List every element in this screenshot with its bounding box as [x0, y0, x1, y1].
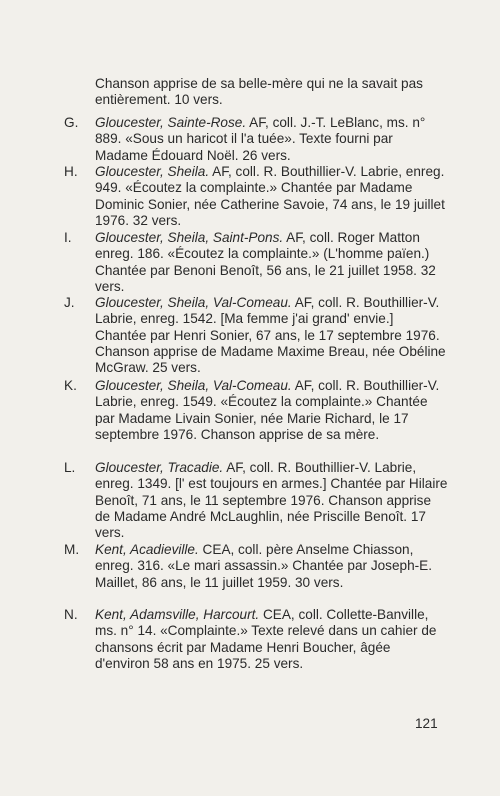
- entry-letter: H.: [64, 164, 78, 179]
- entry-k: [64, 378, 448, 443]
- entry-letter: N.: [64, 607, 78, 622]
- entry-g: [64, 115, 448, 164]
- entry-i: [64, 230, 448, 295]
- entry-place: Gloucester, Sheila.: [95, 164, 210, 179]
- entry-place: Gloucester, Sheila, Val-Comeau.: [95, 295, 292, 310]
- entry-n: [64, 607, 448, 672]
- intro-paragraph: Chanson apprise de sa belle-mère qui ne la savait pas entièrement. 10 vers.: [95, 76, 423, 108]
- entry-place: Gloucester, Sheila, Saint-Pons.: [95, 230, 284, 245]
- entry-place: Gloucester, Tracadie.: [95, 460, 224, 475]
- entry-l: [64, 460, 448, 541]
- entry-j: [64, 295, 448, 376]
- page-number: 121: [415, 716, 438, 731]
- entry-place: Kent, Acadieville.: [95, 542, 199, 557]
- entry-m: [64, 542, 448, 591]
- entry-letter: M.: [64, 542, 80, 557]
- entry-letter: G.: [64, 115, 79, 130]
- entry-letter: J.: [64, 295, 75, 310]
- entry-place: Kent, Adamsville, Harcourt.: [95, 607, 260, 622]
- entry-text: AF, coll. R. Bouthillier-V. Labrie, enreg. 1349. [l' est toujours en armes.] Chantée par Hilaire Benoît, 71 ans, le 11 septembre 1976. Chanson apprise de Madame André McLaughlin, née Priscille Benoît. 17 vers.: [95, 460, 448, 541]
- entry-letter: L.: [64, 460, 76, 475]
- entry-text: AF, coll. R. Bouthillier-V. Labrie, enreg. 1549. «Écoutez la complainte.» Chantée par Madame Livain Sonier, née Marie Richard, le 17 septembre 1976. Chanson apprise de sa mère.: [95, 378, 440, 442]
- entry-text: AF, coll. R. Bouthillier-V. Labrie, enreg. 1542. [Ma femme j'ai grand' envie.] Chantée par Henri Sonier, 67 ans, le 17 septembre 1976. Chanson apprise de Madame Maxime Breau, née Obéline McGraw. 25 vers.: [95, 295, 446, 376]
- entry-text: AF, coll. R. Bouthillier-V. Labrie, enreg. 949. «Écoutez la complainte.» Chantée par Madame Dominic Sonier, née Catherine Savoie, 74 ans, le 19 juillet 1976. 32 vers.: [95, 164, 445, 228]
- entry-text: AF, coll. Roger Matton enreg. 186. «Écoutez la complainte.» (L'homme païen.) Chantée par Benoni Benoît, 56 ans, le 21 juillet 1958. 32 vers.: [95, 230, 436, 294]
- entry-text: CEA, coll. père Anselme Chiasson, enreg. 316. «Le mari assassin.» Chantée par Joseph-E. Maillet, 86 ans, le 11 juillet 1959. 30 vers.: [95, 542, 433, 590]
- entry-text: CEA, coll. Collette-Banville, ms. n° 14. «Complainte.» Texte relevé dans un cahier de chansons écrit par Madame Henri Boucher, âgée d'environ 58 ans en 1975. 25 vers.: [95, 607, 437, 671]
- entry-place: Gloucester, Sainte-Rose.: [95, 115, 247, 130]
- entry-place: Gloucester, Sheila, Val-Comeau.: [95, 378, 292, 393]
- entry-h: [64, 164, 448, 229]
- entry-letter: K.: [64, 378, 77, 393]
- entry-letter: I.: [64, 230, 72, 245]
- entry-text: AF, coll. J.-T. LeBlanc, ms. n° 889. «Sous un haricot il l'a tuée». Texte fourni par Madame Édouard Noël. 26 vers.: [95, 115, 426, 163]
